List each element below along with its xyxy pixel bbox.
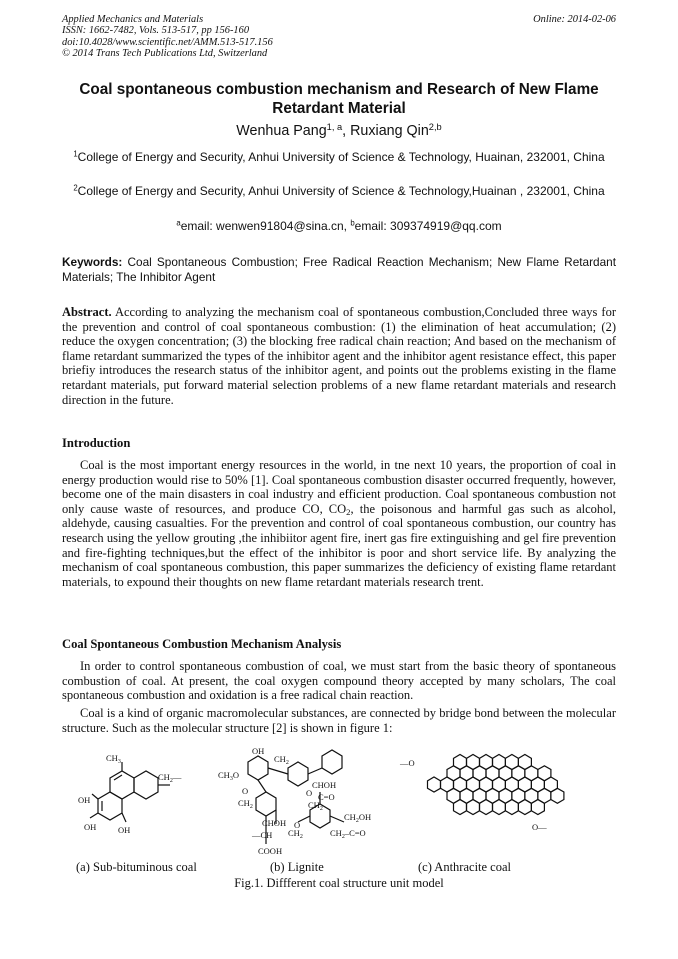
label-a-ch3: $CH_3$ — [106, 753, 121, 765]
label-b: $CH_2OH$ — [344, 812, 372, 824]
aromatic-ring — [493, 800, 506, 815]
figure-title: Fig.1. Diffferent coal structure unit model — [234, 876, 444, 890]
affiliation-text: College of Energy and Security, Anhui University of Science & Technology,Huainan , 232001, China — [77, 184, 605, 198]
mechanism-paragraph-1: In order to control spontaneous combustion of coal, we must start from the basic theory of spontaneous combustion of coal. At present, the coal oxygen compound theory accepted by many scholars, The coal spontaneous combustion and oxidation is a free radical chain reaction. — [62, 659, 616, 703]
caption-a: (a) Sub-bituminous coal — [76, 860, 197, 874]
email-sup: b — [350, 218, 355, 228]
journal-header — [62, 14, 616, 60]
journal-name: Applied Mechanics and Materials — [62, 14, 204, 25]
abstract-label: Abstract. — [62, 305, 112, 319]
label-b: $CH_2$ — [288, 828, 303, 840]
introduction-paragraph — [62, 458, 616, 589]
issn-line: ISSN: 1662-7482, Vols. 513-517, pp 156-160 — [62, 25, 250, 37]
aromatic-ring — [454, 800, 467, 815]
doi-line[interactable]: doi:10.4028/www.scientific.net/AMM.513-517.156 — [62, 36, 273, 48]
author-list — [62, 123, 616, 139]
aromatic-ring — [505, 800, 518, 815]
label-b: C=O — [318, 792, 335, 802]
affiliation-text: College of Energy and Security, Anhui University of Science & Technology, Huainan, 232001, China — [77, 150, 605, 164]
label-b: O — [294, 820, 301, 830]
label-b: COOH — [258, 846, 283, 856]
label-b: $CH_2$ — [274, 754, 289, 766]
abstract-text: According to analyzing the mechanism coal of spontaneous combustion,Concluded three ways for the prevention and control of coal spontaneous combustion: (1) the elimination of heat accumulation; (2) reduce the oxygen concentration; (3) the blocking free radical chain reaction; And based on the mechanism of flame retardant summarized the types of the inhibitor agent and the inhibitor agent resistance effect, this paper briefiy introduces the research status of the inhibitor agent, and points out the problems existing in the flame retardant materials, put forward material selection problems of a new flame retardant materials and research direction in the future. — [62, 305, 616, 407]
label-a-oh: OH — [78, 795, 91, 805]
label-b: $CH_2$ — [238, 798, 253, 810]
aromatic-ring — [428, 777, 441, 792]
label-a-ch2: $CH_2—$ — [158, 772, 182, 784]
author-sup: 1, a — [326, 121, 343, 132]
label-a-oh: OH — [84, 822, 97, 832]
label-b: $CH_3O$ — [218, 770, 239, 782]
intro-text-1: Coal is the most important energy resources in the world, in tne next 10 years, the proportion of coal in energy production would rise to 50% [1]. Coal spontaneous combustion disaster occurred frequently, however, become one of the main disasters in coal industry and efficient production. Coal spontaneous combustion not only cause waste of resources, and produce CO, CO — [62, 458, 616, 516]
mechanism-paragraph-2: Coal is a kind of organic macromolecular substances, are connected by bridge bond between the molecular structure. Such as the molecular structure [2] is shown in figure 1: — [62, 706, 616, 735]
author-separator: , — [342, 123, 351, 139]
mechanism-heading: Coal Spontaneous Combustion Mechanism Analysis — [62, 637, 342, 651]
author-sup: 2,b — [428, 121, 442, 132]
caption-b: (b) Lignite — [270, 860, 324, 874]
co2-subscript: 2 — [346, 506, 351, 517]
label-b: $CH_2$ — [308, 800, 323, 812]
keywords-text: Coal Spontaneous Combustion; Free Radical Reaction Mechanism; New Flame Retardant Materials; The Inhibitor Agent — [62, 255, 616, 284]
paper-title: Coal spontaneous combustion mechanism and Research of New Flame Retardant Material — [79, 81, 599, 117]
affiliation-2 — [62, 183, 616, 199]
keywords-label: Keywords: — [62, 255, 123, 269]
label-b: —CH — [252, 830, 273, 840]
email-b[interactable]: email: 309374919@qq.com — [354, 219, 502, 233]
label-c-left: —O — [400, 758, 415, 768]
label-b: CHOH — [262, 818, 287, 828]
author-name: Wenhua Pang — [236, 123, 327, 139]
label-a-oh: OH — [118, 825, 131, 835]
label-b: O — [242, 786, 249, 796]
affiliation-sup: 1 — [73, 149, 78, 159]
abstract — [62, 305, 616, 407]
aromatic-ring — [551, 788, 564, 803]
coal-structure-figure — [62, 748, 616, 860]
aromatic-ring — [480, 800, 493, 815]
online-date: Online: 2014-02-06 — [533, 14, 616, 25]
caption-c: (c) Anthracite coal — [418, 860, 512, 874]
aromatic-ring — [467, 800, 480, 815]
email-line — [62, 219, 616, 233]
label-b: OH — [252, 748, 265, 756]
author-name: Ruxiang Qin — [350, 123, 429, 139]
aromatic-ring — [518, 800, 531, 815]
intro-text-2: , the poisonous and harmful gas such as alcohol, aldehyde, causing casualties. For the prevention and control of coal spontaneous combustion, our country has research using the yellow grouting ,the inhibiitor agent fire, inert gas fire extinguishing and gel fire prevention and fire-fighting techniques,but the effect of the inhibitor is poor and short service life. By analyzing the mechanism of coal spontaneous combustion, this paper summarizes the deficiency of existing flame retardant materials, to expound their thoughts on new flame retardant materials research trent. — [62, 501, 616, 589]
aromatic-ring — [531, 800, 544, 815]
affiliation-1 — [62, 149, 616, 165]
label-b: O — [306, 788, 313, 798]
affiliation-sup: 2 — [73, 183, 78, 193]
label-b: $CH_2-C=O$ — [330, 828, 366, 840]
introduction-heading: Introduction — [62, 436, 131, 450]
email-sup: a — [176, 218, 181, 228]
sub-bituminous-structure — [90, 762, 170, 822]
label-c-right: O— — [532, 822, 547, 832]
copyright-line: © 2014 Trans Tech Publications Ltd, Switzerland — [62, 48, 268, 60]
keywords — [62, 255, 616, 285]
anthracite-structure — [428, 755, 564, 815]
label-b: CHOH — [312, 780, 337, 790]
email-a[interactable]: email: wenwen91804@sina.cn, — [180, 219, 351, 233]
